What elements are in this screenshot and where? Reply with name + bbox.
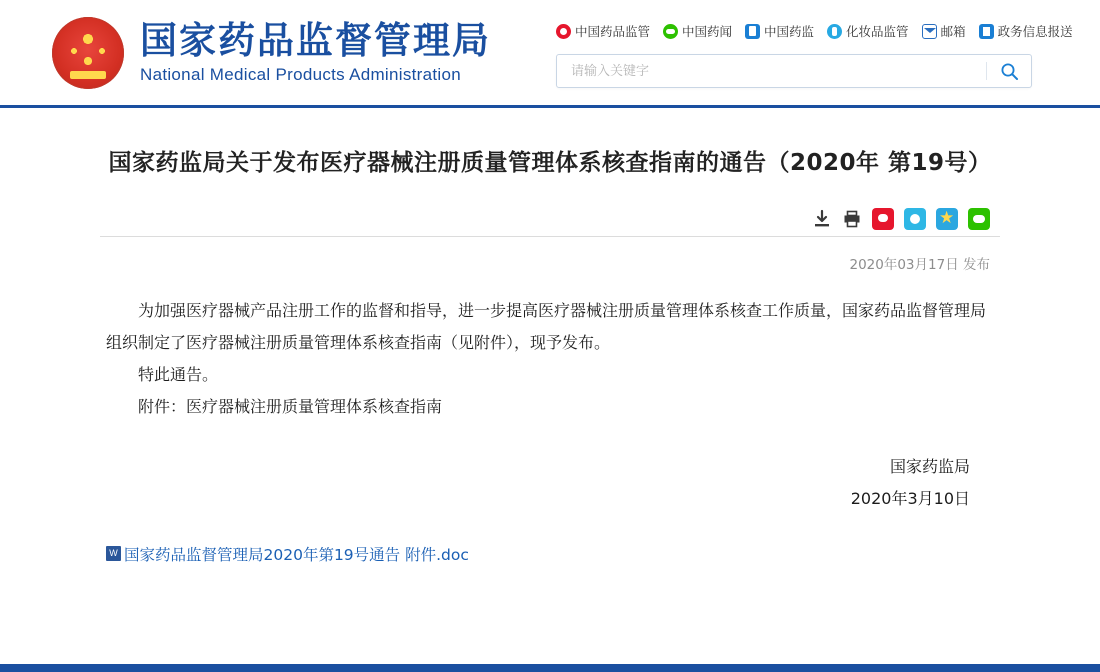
article-toolbar	[100, 208, 1000, 230]
page-title: 国家药监局关于发布医疗器械注册质量管理体系核查指南的通告（2020年 第19号）	[108, 150, 992, 176]
search-input[interactable]	[557, 55, 986, 87]
search-bar[interactable]	[556, 54, 1032, 88]
download-icon[interactable]	[812, 209, 832, 229]
mobile-app-icon	[745, 24, 760, 39]
share-wechat-icon[interactable]	[968, 208, 990, 230]
attachment-note: 附件：医疗器械注册质量管理体系核查指南	[138, 396, 443, 416]
attachment-row[interactable]	[100, 543, 1000, 565]
site-title-en: National Medical Products Administration	[140, 64, 461, 84]
weibo-icon	[556, 24, 571, 39]
article-signoff	[100, 451, 1000, 515]
quicklink-label: 邮箱	[940, 25, 966, 39]
site-title-block	[140, 20, 491, 85]
signoff-date: 2020年3月10日	[850, 488, 970, 508]
quicklink-mail[interactable]	[922, 22, 966, 40]
share-favorite-icon[interactable]	[936, 208, 958, 230]
title-divider	[100, 236, 1000, 237]
article-paragraph: 特此通告。	[138, 364, 219, 384]
search-button[interactable]	[987, 55, 1031, 87]
quicklink-label: 中国药监	[764, 25, 815, 39]
quicklink-weibo[interactable]	[556, 22, 650, 40]
header-right-panel	[556, 22, 1073, 88]
site-header	[0, 0, 1100, 108]
quicklink-label: 中国药品监管	[575, 25, 651, 39]
print-icon[interactable]	[842, 209, 862, 229]
quicklink-cosmetics[interactable]	[827, 22, 909, 40]
quicklinks	[556, 22, 1073, 40]
quicklink-mobile-app[interactable]	[745, 22, 814, 40]
article-container	[100, 108, 1000, 565]
report-icon	[979, 24, 994, 39]
national-emblem-icon	[52, 17, 124, 89]
word-document-icon: W	[106, 546, 121, 561]
quicklink-label: 政务信息报送	[997, 25, 1073, 39]
quicklink-wechat[interactable]	[663, 22, 732, 40]
article-body	[100, 295, 1000, 423]
mail-icon	[922, 24, 937, 39]
publish-date: 2020年03月17日 发布	[849, 256, 990, 273]
footer-bar	[0, 664, 1100, 672]
quicklink-report[interactable]	[979, 22, 1073, 40]
site-title-cn: 国家药品监督管理局	[140, 19, 491, 63]
cosmetics-app-icon	[827, 24, 842, 39]
signoff-organization: 国家药监局	[889, 456, 970, 476]
site-logo[interactable]	[52, 17, 491, 89]
share-weibo-icon[interactable]	[872, 208, 894, 230]
wechat-icon	[663, 24, 678, 39]
search-icon	[1000, 62, 1019, 81]
quicklink-label: 中国药闻	[682, 25, 733, 39]
attachment-link[interactable]: 国家药品监督管理局2020年第19号通告 附件.doc	[124, 545, 469, 564]
article-paragraph: 为加强医疗器械产品注册工作的监督和指导，进一步提高医疗器械注册质量管理体系核查工作质量，国家药品监督管理局组织制定了医疗器械注册质量管理体系核查指南（见附件），现予发布。	[106, 300, 987, 352]
quicklink-label: 化妆品监管	[846, 25, 909, 39]
share-qzone-icon[interactable]	[904, 208, 926, 230]
